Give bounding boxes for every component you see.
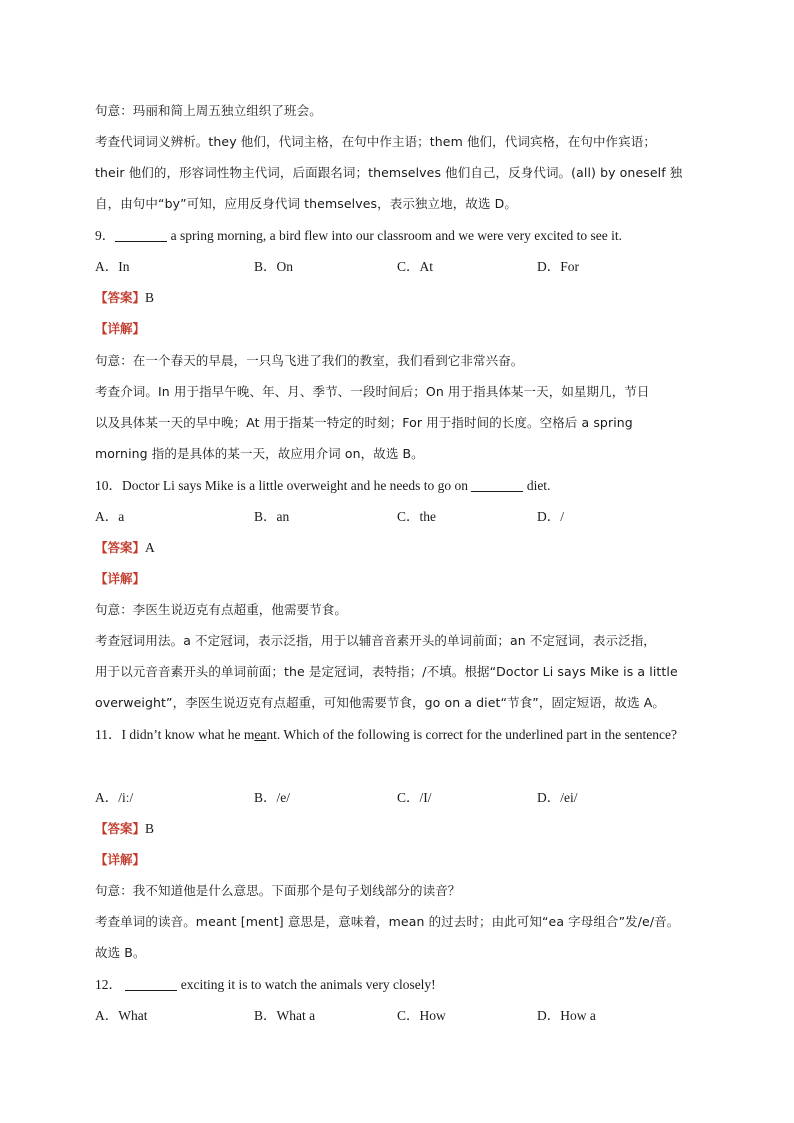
q12-options [95, 1008, 707, 1024]
q11-option-b: B．/e/ [254, 790, 290, 805]
q9-answer [95, 290, 707, 306]
q11-answer-value: B [145, 821, 155, 836]
q12-stem: exciting it is to watch the animals very closely! [177, 977, 436, 992]
q10-option-d: D．/ [537, 509, 564, 524]
q11-stem-after: nt. Which of the following is correct for the underlined part in the sentence? [266, 727, 677, 742]
q9-detail [95, 321, 707, 337]
q10-option-b: B．an [254, 509, 290, 524]
q10-answer-value: A [145, 540, 155, 555]
q10-options [95, 509, 707, 525]
q10-answer-tag: 【答案】 [95, 540, 146, 555]
q11-number: 11． [95, 727, 122, 742]
q9-meaning: 句意：在一个春天的早晨，一只鸟飞进了我们的教室，我们看到它非常兴奋。 [95, 353, 524, 368]
q12-option-c: C．How [397, 1008, 446, 1023]
q9-option-d: D．For [537, 259, 580, 274]
q11-option-c: C．/I/ [397, 790, 432, 805]
q11-meaning: 句意：我不知道他是什么意思。下面那个是句子划线部分的读音？ [95, 883, 461, 898]
question-12 [95, 977, 707, 993]
q9-explanation-line-2: 以及具体某一天的早中晚；At 用于指某一特定的时刻；For 用于指时间的长度。空格后 a spring [95, 415, 633, 430]
q11-detail-tag: 【详解】 [95, 852, 146, 867]
q11-explanation-line-2: 故选 B。 [95, 945, 146, 960]
q9-blank [115, 229, 167, 242]
q10-option-c: C．the [397, 509, 436, 524]
q9-options [95, 259, 707, 275]
q8-meaning: 句意：玛丽和简上周五独立组织了班会。 [95, 103, 322, 118]
q11-answer-tag: 【答案】 [95, 821, 146, 836]
q9-option-b: B．On [254, 259, 294, 274]
q10-meaning: 句意：李医生说迈克有点超重，他需要节食。 [95, 602, 348, 617]
q11-option-a: A．/iː/ [95, 790, 134, 805]
q11-stem-before: I didn’t know what he m [121, 727, 255, 742]
q9-answer-tag: 【答案】 [95, 290, 146, 305]
q11-detail [95, 852, 707, 868]
question-11 [95, 727, 707, 743]
q12-option-a: A．What [95, 1008, 148, 1023]
q9-stem: a spring morning, a bird flew into our classroom and we were very excited to see it. [167, 228, 622, 243]
q9-detail-tag: 【详解】 [95, 321, 146, 336]
q10-blank [471, 479, 523, 492]
q9-number: 9． [95, 228, 116, 243]
q12-number: 12． [95, 977, 122, 992]
q12-option-b: B．What a [254, 1008, 316, 1023]
q9-explanation-line-3: morning 指的是具体的某一天，故应用介词 on，故选 B。 [95, 446, 424, 461]
q11-answer [95, 821, 707, 837]
q10-explanation-line-2: 用于以元音音素开头的单词前面；the 是定冠词，表特指；/不填。根据“Doctor Li says Mike is a little [95, 664, 678, 679]
q10-explanation-line-3: overweight”，李医生说迈克有点超重，可知他需要节食，go on a diet“节食”，固定短语，故选 A。 [95, 695, 666, 710]
q8-explanation-line-3: 自，由句中“by”可知，应用反身代词 themselves，表示独立地，故选 D。 [95, 196, 517, 211]
q9-option-a: A．In [95, 259, 130, 274]
q9-option-c: C．At [397, 259, 434, 274]
question-10 [95, 478, 707, 494]
q9-explanation-line-1: 考查介词。In 用于指早午晚、年、月、季节、一段时间后；On 用于指具体某一天，如星期几，节日 [95, 384, 650, 399]
q10-option-a: A．a [95, 509, 125, 524]
q10-number: 10． [95, 478, 122, 493]
q8-explanation-line-2: their 他们的，形容词性物主代词，后面跟名词；themselves 他们自己，反身代词。(all) by oneself 独 [95, 165, 683, 180]
q10-detail [95, 571, 707, 587]
q11-options [95, 790, 707, 806]
q10-detail-tag: 【详解】 [95, 571, 146, 586]
q10-answer [95, 540, 707, 556]
q11-underlined-part: ea [254, 727, 267, 742]
q10-stem-before: Doctor Li says Mike is a little overweight and he needs to go on [122, 478, 472, 493]
q11-option-d: D．/ei/ [537, 790, 578, 805]
q9-answer-value: B [145, 290, 155, 305]
q11-explanation-line-1: 考查单词的读音。meant [ment] 意思是，意味着，mean 的过去时；由此可知“ea 字母组合”发/e/音。 [95, 914, 680, 929]
q10-explanation-line-1: 考查冠词用法。a 不定冠词，表示泛指，用于以辅音音素开头的单词前面；an 不定冠词，表示泛指， [95, 633, 656, 648]
q12-blank [125, 978, 177, 991]
q12-option-d: D．How a [537, 1008, 596, 1023]
question-9 [95, 228, 707, 244]
q10-stem-after: diet. [523, 478, 551, 493]
q8-explanation-line-1: 考查代词词义辨析。they 他们，代词主格，在句中作主语；them 他们，代词宾格，在句中作宾语； [95, 134, 656, 149]
